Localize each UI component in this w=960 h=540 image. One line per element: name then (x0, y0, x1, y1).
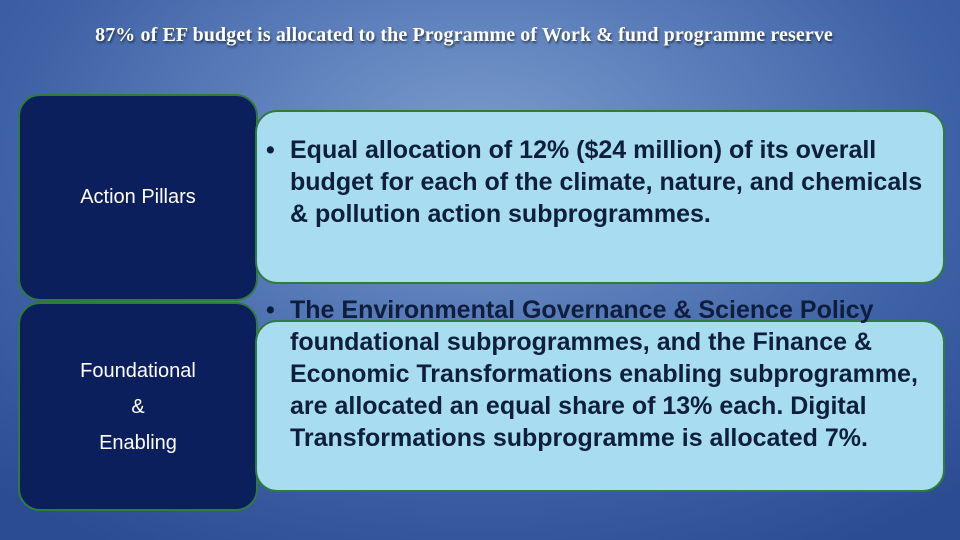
action-pillars-bullet (266, 134, 926, 230)
bullet-icon: • (266, 296, 275, 324)
foundational-label-line2: & (131, 395, 145, 418)
action-pillars-label: Action Pillars (80, 186, 196, 208)
bullet-icon: • (266, 136, 275, 164)
foundational-enabling-text: The Environmental Governance & Science Policy foundational subprogrammes, and the Finance & Economic Transformations enabling subprogramme, are allocated an equal share of 13% each. Digital Transformations subprogramme is allocated 7%. (290, 296, 918, 452)
slide-title: 87% of EF budget is allocated to the Programme of Work & fund programme reserve (95, 24, 833, 46)
foundational-enabling-label (80, 353, 196, 461)
action-pillars-box (18, 94, 258, 301)
action-pillars-text: Equal allocation of 12% ($24 million) of its overall budget for each of the climate, nature, and chemicals & pollution action subprogrammes. (290, 136, 923, 228)
foundational-label-line1: Foundational (80, 359, 196, 382)
foundational-enabling-bullet (266, 294, 926, 454)
foundational-enabling-box (18, 302, 258, 511)
foundational-label-line3: Enabling (99, 431, 177, 454)
